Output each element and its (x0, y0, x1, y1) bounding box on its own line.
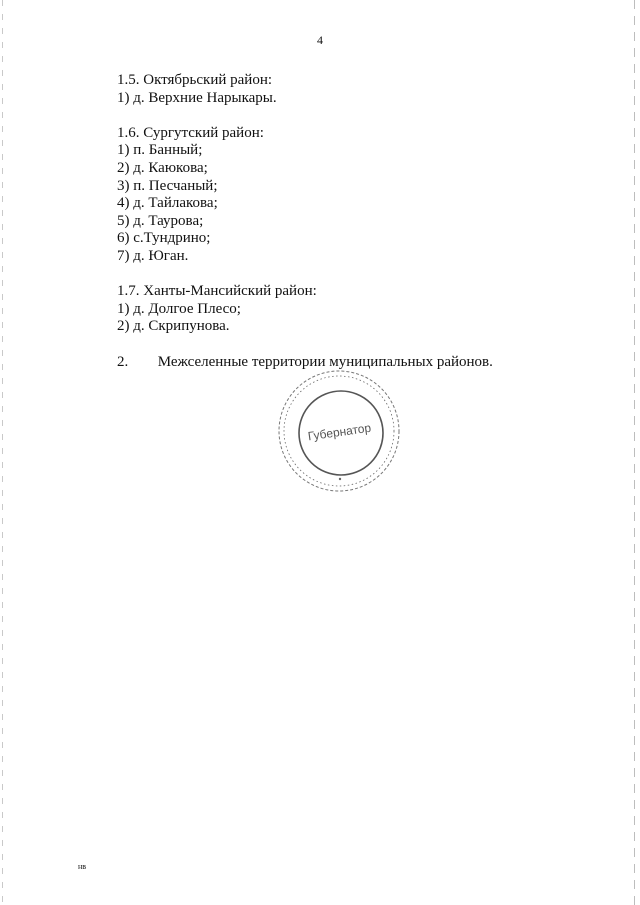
list-item: 1) д. Долгое Плесо; (117, 300, 241, 317)
list-item: 7) д. Юган. (117, 247, 189, 264)
list-item: 1) д. Верхние Нарыкары. (117, 89, 277, 106)
section-oktyabrsky (117, 72, 597, 107)
list-item: 3) п. Песчаный; (117, 177, 218, 194)
section-surgutsky (117, 125, 597, 266)
list-item: 2) д. Скрипунова. (117, 318, 230, 335)
list-item: 6) с.Тундрино; (117, 230, 211, 247)
scan-edge-left (2, 0, 3, 905)
list-item: 1) п. Банный; (117, 142, 203, 159)
stamp-center-text: Губернатор (306, 420, 372, 444)
item-text: Межселенные территории муниципальных районов. (157, 353, 493, 370)
stamp-star-mark (339, 478, 341, 480)
section-heading: 1.6. Сургутский район: (117, 124, 264, 141)
document-body (117, 72, 597, 371)
list-item: 4) д. Тайлакова; (117, 195, 218, 212)
section-khanty-mansiysky (117, 283, 597, 336)
item-number: 2. (117, 353, 129, 370)
scan-edge-right (634, 0, 635, 905)
executor-initials: нв (78, 862, 87, 871)
section-heading: 1.5. Октябрьский район: (117, 72, 273, 88)
section-heading: 1.7. Ханты-Мансийский район: (117, 283, 317, 300)
round-seal-stamp (274, 366, 404, 496)
list-item: 2) д. Каюкова; (117, 159, 208, 176)
page-number: 4 (317, 33, 323, 47)
list-item: 5) д. Таурова; (117, 212, 204, 229)
